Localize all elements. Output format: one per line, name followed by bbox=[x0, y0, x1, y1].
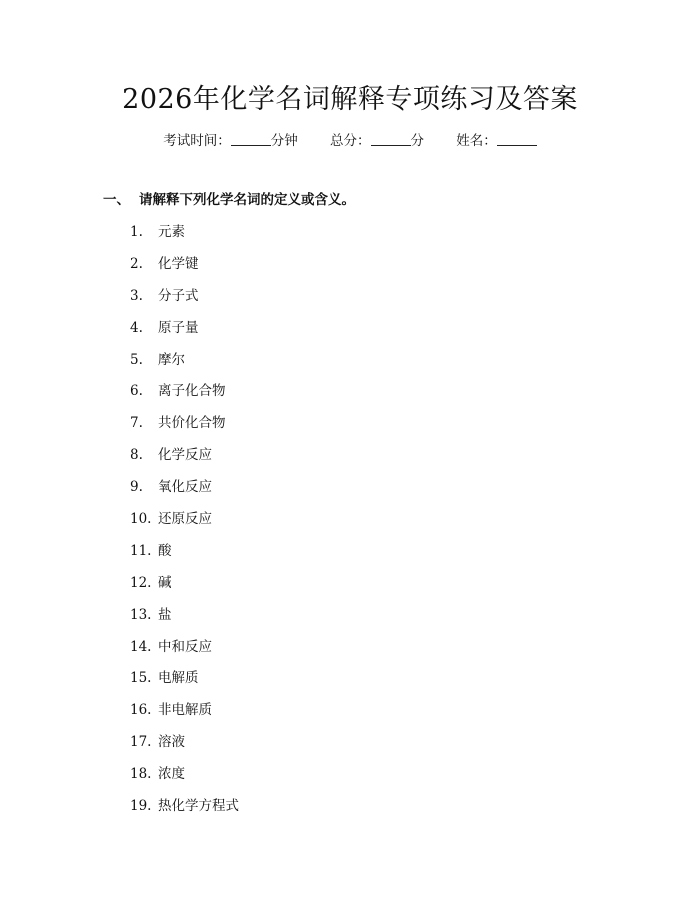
list-item bbox=[130, 732, 239, 764]
exam-info-line bbox=[0, 131, 700, 151]
term-list bbox=[130, 222, 239, 828]
item-number: 7. bbox=[130, 415, 143, 432]
list-item bbox=[130, 286, 239, 318]
list-item bbox=[130, 318, 239, 350]
total-score-label: 总分： bbox=[330, 133, 371, 149]
list-item bbox=[130, 573, 239, 605]
item-term: 电解质 bbox=[158, 670, 199, 687]
list-item bbox=[130, 541, 239, 573]
list-item bbox=[130, 254, 239, 286]
item-number: 2. bbox=[130, 255, 143, 272]
list-item bbox=[130, 381, 239, 413]
item-term: 原子量 bbox=[158, 319, 199, 336]
section-number: 一、 bbox=[103, 192, 130, 208]
total-score-field bbox=[330, 131, 424, 151]
list-item bbox=[130, 445, 239, 477]
item-number: 14. bbox=[130, 638, 152, 655]
list-item bbox=[130, 222, 239, 254]
page-title: 2026年化学名词解释专项练习及答案 bbox=[122, 84, 578, 115]
item-term: 溶液 bbox=[158, 734, 185, 751]
exam-time-field bbox=[163, 131, 298, 151]
item-term: 酸 bbox=[158, 542, 172, 559]
item-term: 分子式 bbox=[158, 287, 199, 304]
total-score-blank bbox=[371, 131, 411, 146]
name-blank bbox=[497, 131, 537, 146]
exam-time-blank bbox=[231, 131, 271, 146]
total-score-unit: 分 bbox=[410, 133, 424, 149]
list-item bbox=[130, 700, 239, 732]
list-item bbox=[130, 796, 239, 828]
list-item bbox=[130, 350, 239, 382]
list-item bbox=[130, 477, 239, 509]
list-item bbox=[130, 668, 239, 700]
item-number: 1. bbox=[130, 224, 143, 240]
item-term: 共价化合物 bbox=[158, 415, 226, 432]
name-label: 姓名： bbox=[456, 133, 497, 149]
item-number: 19. bbox=[130, 798, 152, 815]
item-term: 元素 bbox=[158, 224, 185, 240]
item-term: 热化学方程式 bbox=[158, 798, 239, 815]
item-number: 3. bbox=[130, 287, 143, 304]
item-term: 浓度 bbox=[158, 766, 185, 783]
item-number: 17. bbox=[130, 734, 152, 751]
list-item bbox=[130, 509, 239, 541]
item-number: 9. bbox=[130, 479, 143, 496]
section-heading bbox=[103, 190, 355, 210]
item-number: 13. bbox=[130, 606, 152, 623]
item-number: 5. bbox=[130, 351, 143, 368]
item-term: 还原反应 bbox=[158, 511, 212, 528]
exam-time-unit: 分钟 bbox=[270, 133, 298, 149]
item-number: 4. bbox=[130, 319, 143, 336]
item-number: 8. bbox=[130, 447, 143, 464]
item-term: 化学反应 bbox=[158, 447, 212, 464]
item-term: 离子化合物 bbox=[158, 383, 226, 400]
item-number: 15. bbox=[130, 670, 152, 687]
item-term: 化学键 bbox=[158, 255, 199, 272]
item-number: 16. bbox=[130, 702, 152, 719]
item-term: 摩尔 bbox=[158, 351, 185, 368]
item-number: 6. bbox=[130, 383, 143, 400]
list-item bbox=[130, 605, 239, 637]
item-number: 18. bbox=[130, 766, 152, 783]
section-instruction: 请解释下列化学名词的定义或含义。 bbox=[139, 192, 355, 208]
exam-time-label: 考试时间： bbox=[163, 133, 231, 149]
item-term: 氧化反应 bbox=[158, 479, 212, 496]
item-number: 10. bbox=[130, 511, 152, 528]
item-term: 碱 bbox=[158, 574, 172, 591]
list-item bbox=[130, 637, 239, 669]
item-term: 非电解质 bbox=[158, 702, 212, 719]
list-item bbox=[130, 764, 239, 796]
item-number: 11. bbox=[130, 542, 152, 559]
name-field bbox=[456, 131, 537, 151]
item-term: 中和反应 bbox=[158, 638, 212, 655]
list-item bbox=[130, 413, 239, 445]
item-term: 盐 bbox=[158, 606, 172, 623]
item-number: 12. bbox=[130, 574, 152, 591]
